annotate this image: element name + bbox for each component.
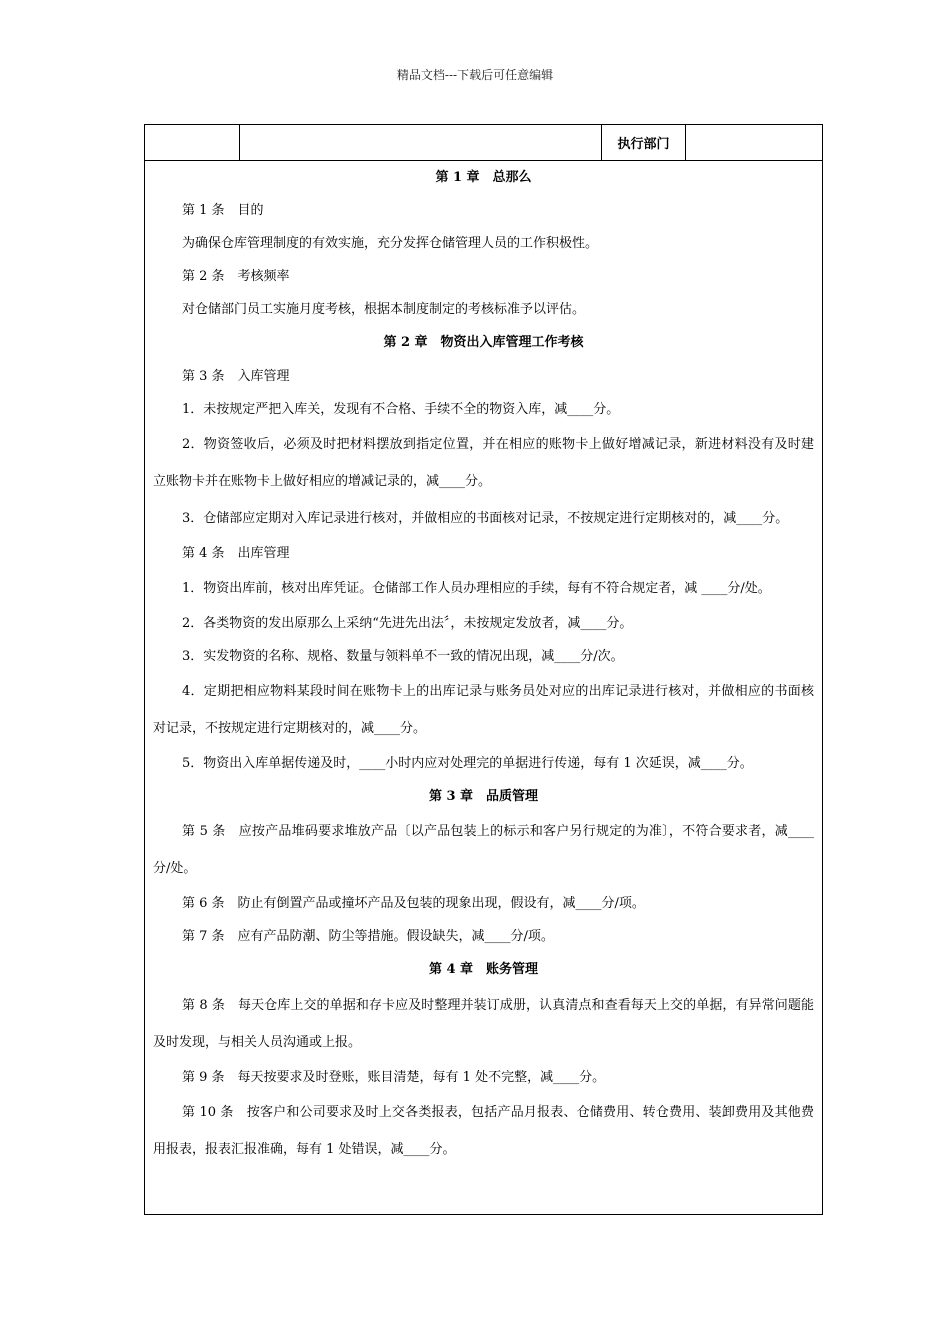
- article-2-text: 对仓储部门员工实施月度考核，根据本制度制定的考核标准予以评估。: [182, 302, 586, 318]
- article-4-item-5: 5．物资出入库单据传递及时，____小时内应对处理完的单据进行传递，每有 1 次延误，减____分。: [182, 756, 753, 772]
- article-2-title: 第 2 条 考核频率: [182, 269, 290, 285]
- article-4-item-2: 2．各类物资的发出原那么上采纳“先进先出法〞，未按规定发放者，减____分。: [182, 615, 633, 631]
- header-cell-2: [240, 125, 602, 160]
- article-5-text: 第 5 条 应按产品堆码要求堆放产品〔以产品包装上的标示和客户另行规定的为准〕，不符合要求者，减____分/处。: [153, 824, 814, 877]
- article-3-item-1: 1．未按规定严把入库关，发现有不合格、手续不全的物资入库，减____分。: [182, 401, 620, 417]
- exec-dept-label: 执行部门: [602, 125, 686, 160]
- chapter-1-title: 第 1 章 总那么: [435, 170, 532, 185]
- article-1-text: 为确保仓库管理制度的有效实施，充分发挥仓储管理人员的工作积极性。: [182, 236, 599, 252]
- article-3-item-3: 3．仓储部应定期对入库记录进行核对，并做相应的书面核对记录，不按规定进行定期核对的，减____分。: [182, 510, 789, 526]
- article-9-text: 第 9 条 每天按要求及时登账，账目清楚，每有 1 处不完整，减____分。: [182, 1069, 606, 1085]
- table-header-row: [145, 125, 822, 161]
- article-1-title: 第 1 条 目的: [182, 203, 264, 219]
- article-7-text: 第 7 条 应有产品防潮、防尘等措施。假设缺失，减____分/项。: [182, 929, 554, 945]
- chapter-4-title: 第 4 章 账务管理: [428, 962, 539, 978]
- article-8-text: 第 8 条 每天仓库上交的单据和存卡应及时整理并装订成册，认真清点和查看每天上交的单据，有异常问题能及时发现，与相关人员沟通或上报。: [153, 997, 814, 1050]
- article-6-text: 第 6 条 防止有倒置产品或撞坏产品及包装的现象出现，假设有，减____分/项。: [182, 896, 645, 912]
- article-3-title: 第 3 条 入库管理: [182, 368, 290, 384]
- header-cell-1: [145, 125, 240, 160]
- article-4-item-4: 4．定期把相应物料某段时间在账物卡上的出库记录与账务员处对应的出库记录进行核对，并做相应的书面核对记录，不按规定进行定期核对的，减____分。: [153, 684, 814, 737]
- page-watermark: 精品文档---下载后可任意编辑: [396, 68, 554, 82]
- chapter-3-title: 第 3 章 品质管理: [428, 789, 539, 805]
- article-4-title: 第 4 条 出库管理: [182, 545, 290, 561]
- article-4-item-3: 3．实发物资的名称、规格、数量与领料单不一致的情况出现，减____分/次。: [182, 648, 624, 664]
- chapter-2-title: 第 2 章 物资出入库管理工作考核: [383, 335, 584, 351]
- article-10-text: 第 10 条 按客户和公司要求及时上交各类报表，包括产品月报表、仓储费用、转仓费用、装卸费用及其他费用报表，报表汇报准确，每有 1 处错误，减____分。: [153, 1104, 814, 1157]
- header-cell-4: [686, 125, 822, 160]
- article-4-item-1: 1．物资出库前，核对出库凭证。仓储部工作人员办理相应的手续，每有不符合规定者，减 ____分/处。: [182, 580, 771, 596]
- document-table: [144, 124, 823, 1215]
- article-3-item-2: 2．物资签收后，必须及时把材料摆放到指定位置，并在相应的账物卡上做好增减记录，新进材料没有及时建立账物卡并在账物卡上做好相应的增减记录的，减____分。: [153, 436, 814, 489]
- document-body: [145, 161, 822, 1168]
